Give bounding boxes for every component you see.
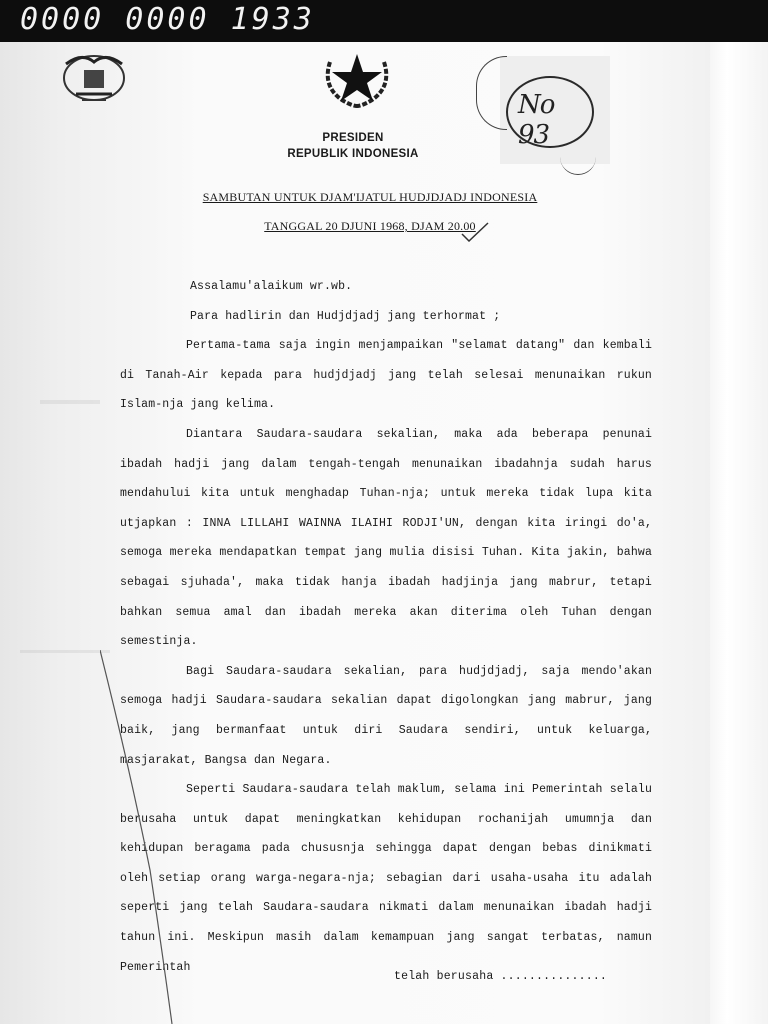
paper-crease (40, 400, 100, 404)
speech-body (120, 272, 652, 982)
continuation-line: telah berusaha ............... (394, 970, 608, 983)
garuda-emblem-icon (52, 44, 136, 110)
letterhead (250, 130, 456, 162)
page-edge (710, 42, 768, 1024)
salutation-line: Para hadlirin dan Hudjdjadj jang terhormat ; (190, 309, 501, 323)
paper-crease (20, 650, 110, 653)
speech-paragraph: Pertama-tama saja ingin menjampaikan "selamat datang" dan kembali di Tanah-Air kepada para hudjdjadj jang telah selesai menunaikan rukun Islam-nja jang kelima. (120, 339, 652, 412)
presidential-star-emblem-icon (312, 42, 402, 108)
letterhead-line-2: REPUBLIK INDONESIA (287, 148, 419, 160)
speech-paragraph: Diantara Saudara-saudara sekalian, maka ada beberapa penunai ibadah hadji jang dalam tengah-tengah menunaikan ibadahnja sudah harus mendahului kita untuk menghadap Tuhan-nja; untuk mereka tidak lupa kita utjapkan : INNA LILLAHI WAINNA ILAIHI RODJI'UN, dengan kita iringi do'a, semoga mereka mendapatkan tempat jang mulia disisi Tuhan. Kita jakin, bahwa sebagai sjuhada', maka tidak hanja ibadah hadjinja jang mabrur, tetapi bahkan semua amal dan ibadah mereka akan diterima oleh Tuhan dengan semestinja. (120, 427, 652, 649)
letterhead-line-1: PRESIDEN (322, 132, 384, 144)
salutation-line: Assalamu'alaikum wr.wb. (190, 280, 353, 293)
document-date: TANGGAL 20 DJUNI 1968, DJAM 20.00 (264, 219, 476, 233)
speech-paragraph: Seperti Saudara-saudara telah maklum, selama ini Pemerintah selalu berusaha untuk dapat meningkatkan kehidupan rochanijah umumnja dan kehidupan beragama pada chususnja sehingga dapat dengan bebas dinikmati oleh setiap orang warga-negara-nja; sebagian dari usaha-usaha itu adalah seperti jang telah Saudara-saudara nikmati dalam menunaikan ibadah hadji tahun ini. Meskipun masih dalam kemampuan jang sangat terbatas, namun Pemerintah (120, 783, 652, 974)
checkmark-icon (460, 222, 490, 242)
speech-paragraph: Bagi Saudara-saudara sekalian, para hudjdjadj, saja mendo'akan semoga hadji Saudara-saudara sekalian dapat digolongkan jang mabrur, jang baik, jang bermanfaat untuk diri Saudara sendiri, untuk keluarga, masjarakat, Bangsa dan Negara. (120, 664, 652, 767)
paper-tear-line (100, 650, 180, 1024)
film-frame-number: 0000 0000 1933 (20, 2, 315, 37)
archive-number: No 93 (518, 90, 555, 150)
film-strip (0, 0, 768, 42)
document-title: SAMBUTAN UNTUK DJAM'IJATUL HUDJDJADJ INDONESIA (202, 190, 538, 204)
